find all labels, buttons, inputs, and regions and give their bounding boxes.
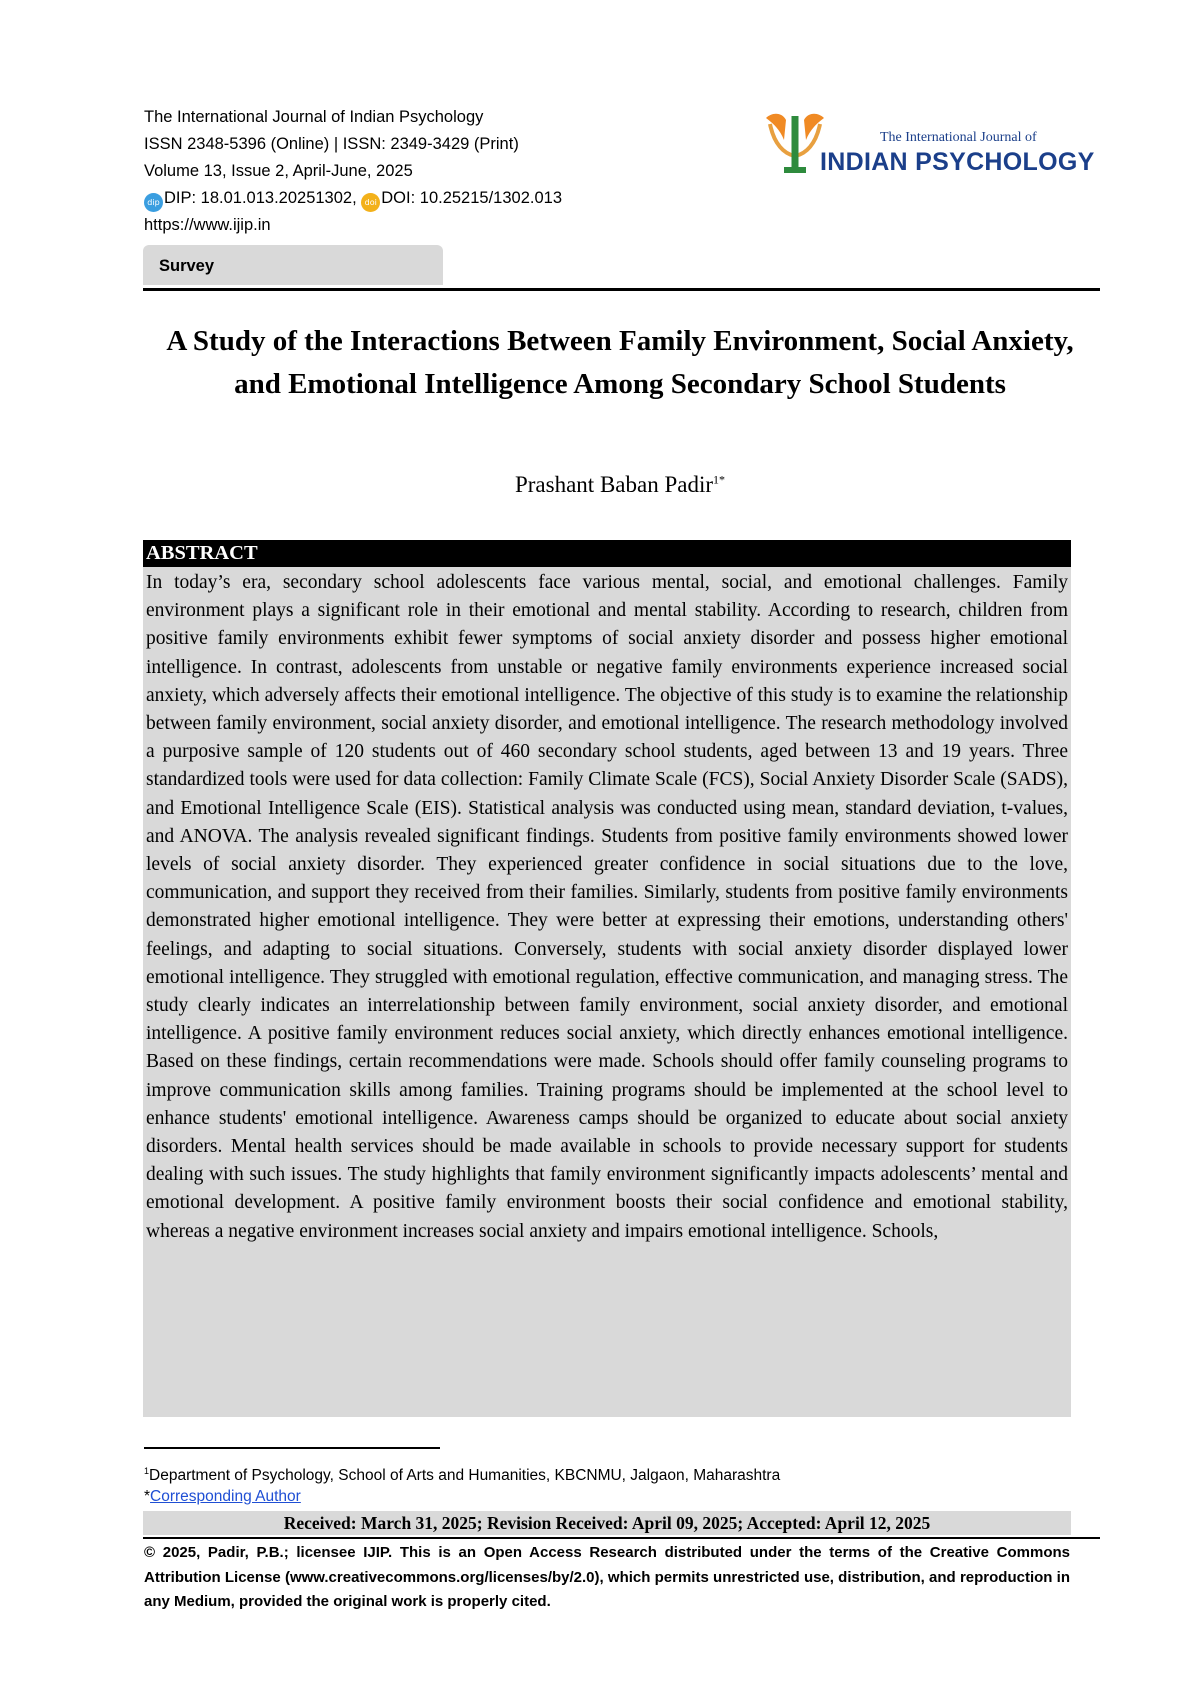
journal-url[interactable]: https://www.ijip.in	[144, 216, 271, 234]
author-line	[140, 472, 1100, 498]
section-tab: Survey	[143, 245, 443, 285]
header-divider	[143, 288, 1100, 291]
corresponding-marker: *	[144, 1488, 151, 1505]
abstract-heading: ABSTRACT	[143, 540, 1071, 567]
received-divider	[143, 1537, 1100, 1539]
corresponding-footnote	[144, 1488, 301, 1506]
footnote-divider	[144, 1447, 440, 1449]
author-name: Prashant Baban Padir	[514, 472, 713, 497]
abstract-text: In today’s era, secondary school adolescents face various mental, social, and emotional challenges. Family environment plays a significant role in their emotional and mental stability. According to research, children from positive family environments exhibit fewer symptoms of social anxiety disorder and possess higher emotional intelligence. In contrast, adolescents from unstable or negative family environments experience increased social anxiety, which adversely affects their emotional intelligence. The objective of this study is to examine the relationship between family environment, social anxiety disorder, and emotional intelligence. The research methodology involved a purposive sample of 120 students out of 460 secondary school students, aged between 13 and 19 years. Three standardized tools were used for data collection: Family Climate Scale (FCS), Social Anxiety Disorder Scale (SADS), and Emotional Intelligence Scale (EIS). Statistical analysis was conducted using mean, standard deviation, t-values, and ANOVA. The analysis revealed significant findings. Students from positive family environments showed lower levels of social anxiety disorder. They experienced greater confidence in social situations due to the love, communication, and support they received from their families. Similarly, students from positive family environments demonstrated higher emotional intelligence. They were better at expressing their emotions, understanding others' feelings, and adapting to social situations. Conversely, students with social anxiety disorder displayed lower emotional intelligence. They struggled with emotional regulation, effective communication, and managing stress. The study clearly indicates an interrelationship between family environment, social anxiety disorder, and emotional intelligence. A positive family environment reduces social anxiety, which directly enhances emotional intelligence. Based on these findings, certain recommendations were made. Schools should offer family counseling programs to improve communication skills among families. Training programs should be implemented at the school level to enhance students' emotional intelligence. Awareness camps should be organized to educate about social anxiety disorders. Mental health services should be made available in schools to provide necessary support for students dealing with such issues. The study highlights that family environment significantly impacts adolescents’ mental and emotional development. A positive family environment boosts their social confidence and emotional stability, whereas a negative environment increases social anxiety and impairs emotional intelligence. Schools,	[143, 567, 1071, 1417]
issn-line: ISSN 2348-5396 (Online) | ISSN: 2349-3429 (Print)	[144, 135, 519, 153]
logo-title: INDIAN PSYCHOLOGY	[820, 148, 1095, 176]
identifier-line	[144, 185, 562, 212]
article-title: A Study of the Interactions Between Family Environment, Social Anxiety, and Emotional Intelligence Among Secondary School Students	[166, 325, 1074, 400]
doi-icon: doi	[361, 193, 380, 212]
corresponding-author-link[interactable]: Corresponding Author	[150, 1488, 301, 1505]
author-marker: 1*	[713, 472, 725, 487]
volume-line: Volume 13, Issue 2, April-June, 2025	[144, 162, 413, 180]
affiliation-text: Department of Psychology, School of Arts and Humanities, KBCNMU, Jalgaon, Maharashtra	[149, 1467, 781, 1485]
affiliation-footnote	[144, 1466, 780, 1485]
journal-header	[144, 104, 562, 239]
license-text: © 2025, Padir, P.B.; licensee IJIP. This is an Open Access Research distributed under the terms of the Creative Commons Attribution License (www.creativecommons.org/licenses/by/2.0), which permits unrestricted use, distribution, and reproduction in any Medium, provided the original work is properly cited.	[144, 1544, 1070, 1610]
dip-icon: dip	[144, 193, 163, 212]
doi-number: DOI: 10.25215/1302.013	[381, 189, 562, 207]
received-dates: Received: March 31, 2025; Revision Received: April 09, 2025; Accepted: April 12, 2025	[143, 1511, 1071, 1535]
dip-number: DIP: 18.01.013.20251302,	[164, 189, 357, 207]
journal-logo	[760, 110, 1095, 180]
journal-name: The International Journal of Indian Psychology	[144, 108, 484, 126]
logo-subtitle: The International Journal of	[880, 130, 1037, 145]
affiliation-marker: 1	[144, 1466, 150, 1476]
